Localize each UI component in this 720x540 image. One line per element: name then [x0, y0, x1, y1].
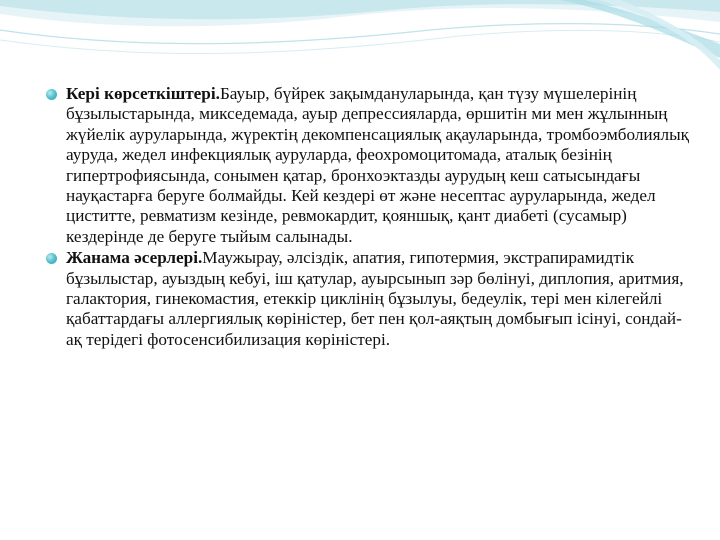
header-wave-decoration [0, 0, 720, 80]
circle-bullet-icon [46, 253, 57, 264]
bullet-term: Кері көрсеткіштері. [66, 84, 220, 103]
content-list [46, 84, 696, 350]
wave-line-2 [0, 30, 720, 53]
bullet-text: Маужырау, әлсіздік, апатия, гипотермия, экстрапирамидтік бұзылыстар, ауыздың кебуі, іш қатулар, ауырсынып зәр бөлінуі, диплопия, аритмия, галактория, гинекомастия, етеккір циклінің бұзылуы, бедеулік, тері мен кілегейлі қабаттардағы аллергиялық көріністер, бет пен қол-аяқтың домбығып ісінуі, сондай-ақ терідегі фотосенсибилизация көріністері. [66, 248, 684, 349]
bullet-text: Бауыр, бүйрек зақымдануларында, қан түзу мүшелерінің бұзылыстарында, микседемада, ауыр депрессияларда, өршитін ми мен жұлынның жүйелік ауруларында, жүректің декомпенсациялық ақауларында, тромбоэмболиялық ауруда, жедел инфекциялық ауруларда, феохромоцитомада, аталық безінің гипертрофиясында, сонымен қатар, бронхоэктазды аурудың кеш сатысындағы науқастарға беруге болмайды. Кей кездері өт және несептас ауруларында, жедел циститте, ревматизм кезінде, ревмокардит, қояншық, қант диабеті (сусамыр) кездерінде де беруге тыйым салынады. [66, 84, 689, 246]
bullet-contraindications [46, 84, 696, 247]
bullet-side-effects [46, 248, 696, 350]
bullet-term: Жанама әсерлері. [66, 248, 203, 268]
wave-line-1 [0, 24, 720, 44]
circle-bullet-icon [46, 89, 57, 100]
